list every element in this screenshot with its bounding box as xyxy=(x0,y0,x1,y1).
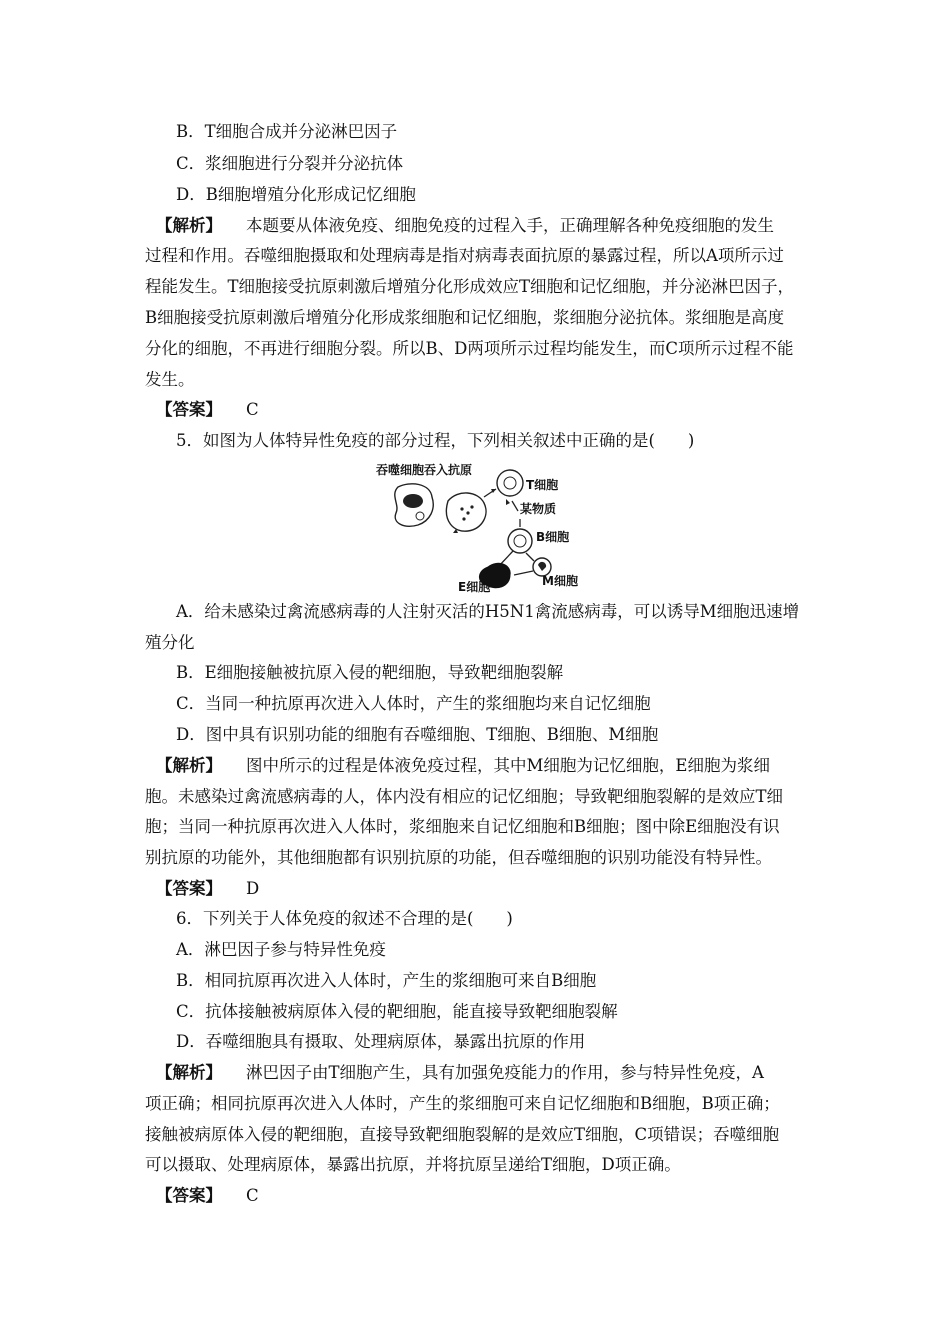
answer-q6 xyxy=(156,1185,259,1207)
analysis-q4-line: 分化的细胞，不再进行细胞分裂。所以B、D两项所示过程均能发生，而C项所示过程不能 xyxy=(145,339,794,358)
analysis-q4-line: 程能发生。T细胞接受抗原刺激后增殖分化形成效应T细胞和记忆细胞，并分泌淋巴因子， xyxy=(145,277,795,296)
label-t-cell: T细胞 xyxy=(526,478,559,492)
option-b-q5: B．E细胞接触被抗原入侵的靶细胞，导致靶细胞裂解 xyxy=(176,663,564,682)
option-d-q4: D．B细胞增殖分化形成记忆细胞 xyxy=(176,185,416,204)
analysis-q6-first-line xyxy=(156,1062,764,1084)
option-a-q5: A．给未感染过禽流感病毒的人注射灭活的H5N1禽流感病毒，可以诱导M细胞迅速增 xyxy=(176,602,800,621)
analysis-q5-line: 胞；当同一种抗原再次进入人体时，浆细胞来自记忆细胞和B细胞；图中除E细胞没有识 xyxy=(145,817,780,836)
label-substance: 某物质 xyxy=(520,502,557,516)
analysis-q4-first-line xyxy=(156,215,774,237)
answer-q5 xyxy=(156,878,259,900)
answer-value: C xyxy=(246,400,259,419)
option-d-q5: D．图中具有识别功能的细胞有吞噬细胞、T细胞、B细胞、M细胞 xyxy=(176,725,659,744)
label-phagocyte: 吞噬细胞吞入抗原 xyxy=(376,463,473,477)
label-b-cell: B细胞 xyxy=(536,530,570,544)
b-cell-nucleus xyxy=(514,535,526,547)
analysis-q4-line: B细胞接受抗原刺激后增殖分化形成浆细胞和记忆细胞，浆细胞分泌抗体。浆细胞是高度 xyxy=(145,308,785,327)
answer-q4 xyxy=(156,399,259,421)
analysis-q4-line: 发生。 xyxy=(145,370,195,389)
arrow-m-to-e xyxy=(514,571,533,575)
answer-heading: 【答案】 xyxy=(156,879,222,898)
immune-process-figure xyxy=(370,461,620,593)
answer-value: C xyxy=(246,1186,259,1205)
label-e-cell: E细胞 xyxy=(458,580,491,593)
analysis-q6-line: 项正确；相同抗原再次进入人体时，产生的浆细胞可来自记忆细胞和B细胞，B项正确； xyxy=(145,1094,780,1113)
question-5: 5．如图为人体特异性免疫的部分过程，下列相关叙述中正确的是( ) xyxy=(176,431,695,450)
analysis-heading: 【解析】 xyxy=(156,216,222,235)
option-a-q5-cont: 殖分化 xyxy=(145,633,195,652)
antigen-dot xyxy=(416,512,424,520)
answer-heading: 【答案】 xyxy=(156,400,222,419)
phagocyte-nucleus xyxy=(403,494,423,508)
t-cell-nucleus xyxy=(504,477,516,489)
analysis-text: 淋巴因子由T细胞产生，具有加强免疫能力的作用，参与特异性免疫，A xyxy=(246,1063,764,1082)
answer-value: D xyxy=(246,879,260,898)
option-d-q6: D．吞噬细胞具有摄取、处理病原体，暴露出抗原的作用 xyxy=(176,1032,586,1051)
analysis-text: 图中所示的过程是体液免疫过程，其中M细胞为记忆细胞，E细胞为浆细 xyxy=(246,756,770,775)
label-m-cell: M细胞 xyxy=(542,574,578,588)
analysis-q5-first-line xyxy=(156,755,770,777)
antigen-fragment xyxy=(466,511,469,514)
analysis-q4-line: 过程和作用。吞噬细胞摄取和处理病毒是指对病毒表面抗原的暴露过程，所以A项所示过 xyxy=(145,246,784,265)
option-c-q4: C．浆细胞进行分裂并分泌抗体 xyxy=(176,154,404,173)
option-c-q5: C．当同一种抗原再次进入人体时，产生的浆细胞均来自记忆细胞 xyxy=(176,694,651,713)
phagocyte-processing-cell xyxy=(446,493,486,531)
arrow-to-m-cell xyxy=(526,553,534,561)
analysis-q5-line: 别抗原的功能外，其他细胞都有识别抗原的功能，但吞噬细胞的识别功能没有特异性。 xyxy=(145,848,772,867)
option-b-q6: B．相同抗原再次进入人体时，产生的浆细胞可来自B细胞 xyxy=(176,971,597,990)
answer-heading: 【答案】 xyxy=(156,1186,222,1205)
analysis-heading: 【解析】 xyxy=(156,756,222,775)
analysis-q6-line: 可以摄取、处理病原体，暴露出抗原，并将抗原呈递给T细胞，D项正确。 xyxy=(145,1155,681,1174)
analysis-q5-line: 胞。未感染过禽流感病毒的人，体内没有相应的记忆细胞；导致靶细胞裂解的是效应T细 xyxy=(145,787,784,806)
analysis-text: 本题要从体液免疫、细胞免疫的过程入手，正确理解各种免疫细胞的发生 xyxy=(246,216,774,235)
analysis-heading: 【解析】 xyxy=(156,1063,222,1082)
antigen-fragment xyxy=(460,507,463,510)
option-b-q4: B．T细胞合成并分泌淋巴因子 xyxy=(176,122,398,141)
arrow-substance xyxy=(512,501,518,511)
question-6: 6．下列关于人体免疫的叙述不合理的是( ) xyxy=(176,909,513,928)
antigen-fragment xyxy=(470,505,473,508)
analysis-q6-line: 接触被病原体入侵的靶细胞，直接导致靶细胞裂解的是效应T细胞，C项错误；吞噬细胞 xyxy=(145,1125,780,1144)
substance-marker xyxy=(506,499,510,505)
option-a-q6: A．淋巴因子参与特异性免疫 xyxy=(176,940,386,959)
option-c-q6: C．抗体接触被病原体入侵的靶细胞，能直接导致靶细胞裂解 xyxy=(176,1002,618,1021)
antigen-fragment xyxy=(462,517,465,520)
